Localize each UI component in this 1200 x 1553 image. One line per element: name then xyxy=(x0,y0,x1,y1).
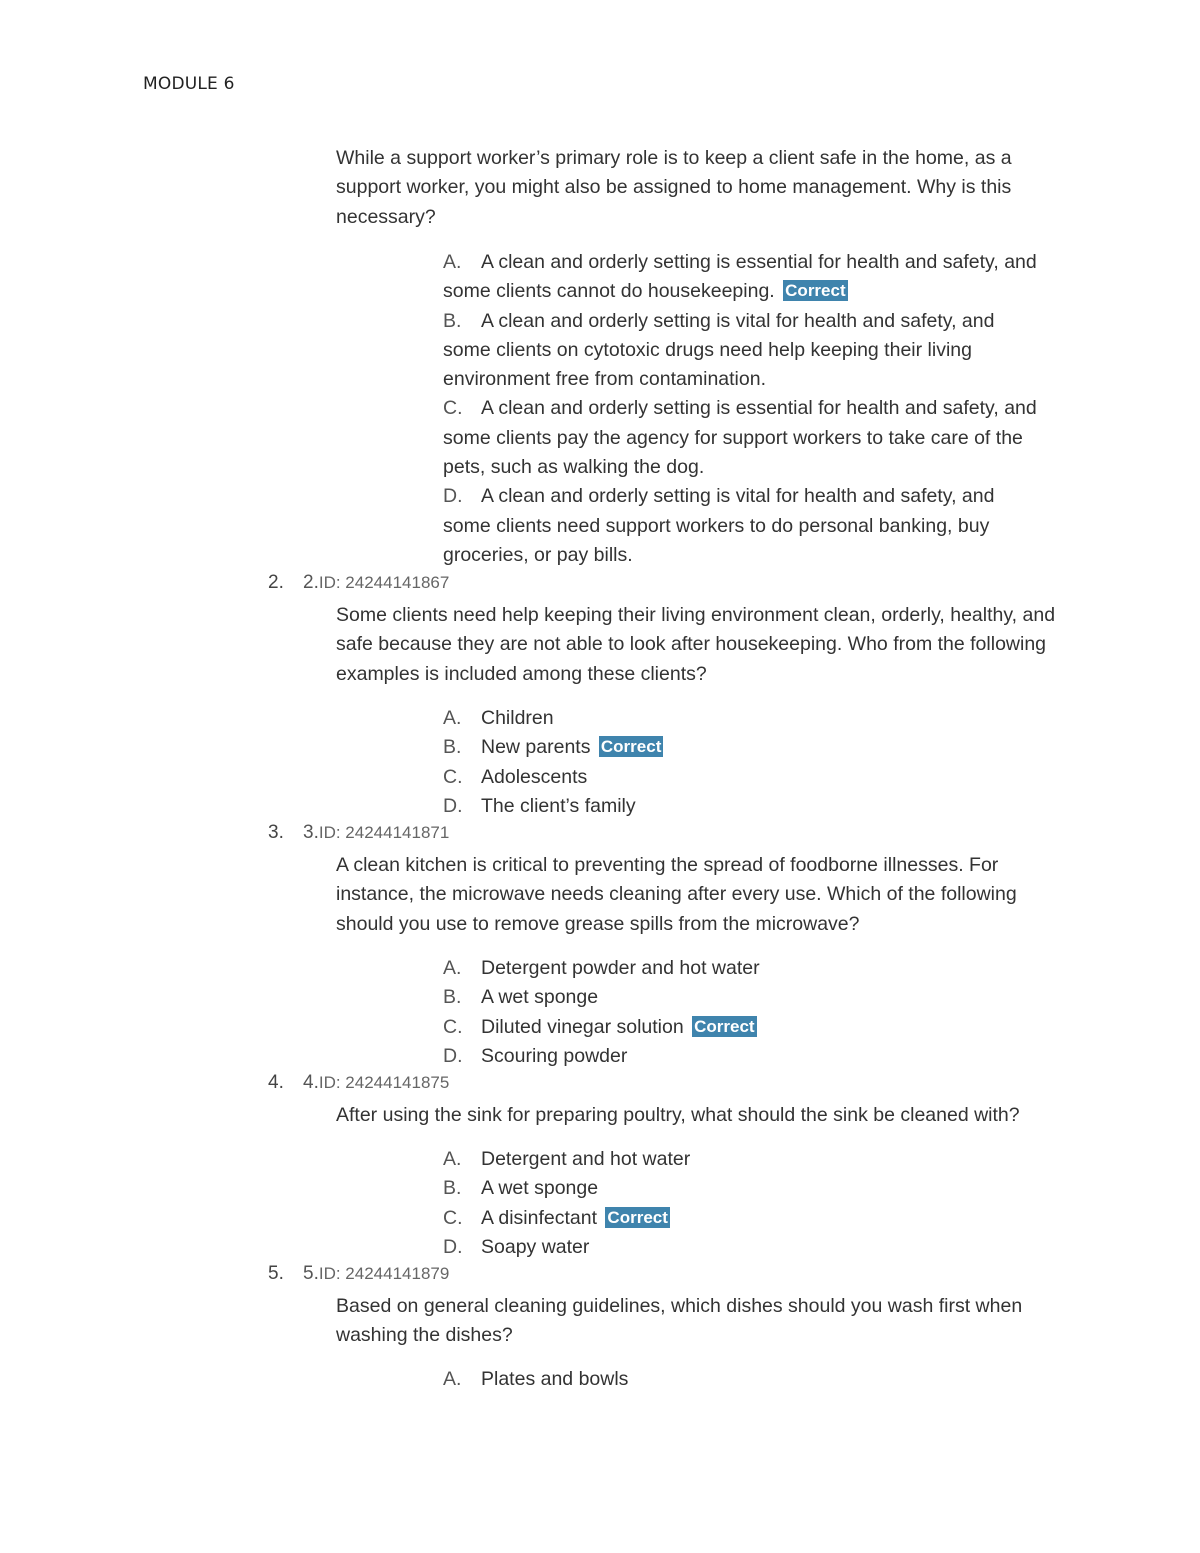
question-2-header xyxy=(268,572,449,594)
question-2-choice-b xyxy=(443,733,1043,762)
correct-badge: Correct xyxy=(785,281,846,301)
choice-letter: C. xyxy=(443,1015,463,1038)
question-3-label xyxy=(303,822,449,843)
question-3-choice-d xyxy=(443,1042,1043,1071)
choice-letter: A. xyxy=(443,1148,462,1170)
choice-text: A clean and orderly setting is essential for health and safety, and some clients cannot do housekeeping. xyxy=(443,251,1037,303)
question-3-header xyxy=(268,822,449,844)
choice-letter: C. xyxy=(443,765,463,788)
choice-text: Detergent powder and hot water xyxy=(481,957,760,979)
question-3-text: A clean kitchen is critical to preventing the spread of foodborne illnesses. For instance, the microwave needs cleaning after every use. Which of the following should you use to remove grease spills from the microwave? xyxy=(336,854,1017,935)
choice-text: Adolescents xyxy=(481,765,588,788)
question-4-label-num: 4. xyxy=(303,1072,319,1093)
question-1-choice-a xyxy=(443,248,1043,307)
choice-text: New parents xyxy=(481,736,591,759)
question-1-text: While a support worker’s primary role is to keep a client safe in the home, as a support worker, you might also be assigned to home management. Why is this necessary? xyxy=(336,147,1012,228)
question-4-label xyxy=(303,1072,449,1093)
question-2-text: Some clients need help keeping their living environment clean, orderly, healthy, and safe because they are not able to look after housekeeping. Who from the following examples is included among these clients? xyxy=(336,604,1056,685)
module-title: MODULE 6 xyxy=(143,74,235,94)
question-4-number: 4. xyxy=(268,1072,284,1093)
choice-text: Detergent and hot water xyxy=(481,1148,691,1170)
choice-text: Children xyxy=(481,707,554,729)
choice-letter: D. xyxy=(443,485,463,508)
question-4-choices xyxy=(443,1145,1043,1262)
choice-letter: D. xyxy=(443,794,463,817)
question-5-id: ID: 24244141879 xyxy=(318,1264,450,1283)
choice-letter: B. xyxy=(443,986,462,1009)
choice-letter: A. xyxy=(443,1368,462,1390)
question-1-choice-d xyxy=(443,482,1043,570)
choice-text: Plates and bowls xyxy=(481,1368,629,1390)
correct-badge: Correct xyxy=(607,1207,668,1227)
choice-letter: D. xyxy=(443,1044,463,1067)
choice-letter: B. xyxy=(443,736,462,759)
question-4-header xyxy=(268,1072,449,1094)
choice-text: A clean and orderly setting is vital for health and safety, and some clients on cytotoxic drugs need help keeping their living environment free from contamination. xyxy=(443,309,995,391)
choice-letter: B. xyxy=(443,1177,462,1200)
question-2-id: ID: 24244141867 xyxy=(318,573,450,592)
choice-letter: D. xyxy=(443,1235,463,1258)
question-2-label-num: 2. xyxy=(303,572,319,593)
choice-text: The client’s family xyxy=(481,794,636,817)
question-5-choices xyxy=(443,1365,1043,1394)
question-5-number: 5. xyxy=(268,1263,284,1284)
choice-letter: A. xyxy=(443,251,462,273)
correct-badge: Correct xyxy=(694,1016,755,1036)
question-2-choice-a xyxy=(443,704,1043,733)
choice-letter: A. xyxy=(443,957,462,979)
question-3-choice-b xyxy=(443,983,1043,1012)
choice-text: A clean and orderly setting is essential for health and safety, and some clients pay the agency for support workers to take care of the pets, such as walking the dog. xyxy=(443,397,1037,479)
choice-letter: C. xyxy=(443,1206,463,1229)
question-1-choice-b xyxy=(443,307,1043,395)
question-5-header xyxy=(268,1263,449,1285)
question-4-id: ID: 24244141875 xyxy=(318,1073,450,1092)
question-4-choice-c xyxy=(443,1204,1043,1233)
choice-text: A wet sponge xyxy=(481,986,599,1009)
question-4-choice-b xyxy=(443,1174,1043,1203)
question-2-choice-d xyxy=(443,792,1043,821)
question-4-choice-d xyxy=(443,1233,1043,1262)
question-2-choice-c xyxy=(443,763,1043,792)
choice-text: Diluted vinegar solution xyxy=(481,1015,684,1038)
choice-letter: A. xyxy=(443,707,462,729)
question-2-choices xyxy=(443,704,1043,821)
question-5-text: Based on general cleaning guidelines, which dishes should you wash first when washing the dishes? xyxy=(336,1295,1023,1347)
question-3-label-num: 3. xyxy=(303,822,319,843)
question-4-text: After using the sink for preparing poultry, what should the sink be cleaned with? xyxy=(336,1104,1020,1126)
question-2-label xyxy=(303,572,449,593)
question-5-choice-a xyxy=(443,1365,1043,1394)
choice-text: Scouring powder xyxy=(481,1044,628,1067)
question-5-label-num: 5. xyxy=(303,1263,319,1284)
question-5-label xyxy=(303,1263,449,1284)
question-3-choices xyxy=(443,954,1043,1071)
question-3-choice-a xyxy=(443,954,1043,983)
question-2-number: 2. xyxy=(268,572,284,593)
question-1-choices xyxy=(443,248,1043,570)
choice-letter: C. xyxy=(443,397,463,420)
question-1-choice-c xyxy=(443,394,1043,482)
question-3-number: 3. xyxy=(268,822,284,843)
question-3-id: ID: 24244141871 xyxy=(318,823,450,842)
question-4-choice-a xyxy=(443,1145,1043,1174)
question-3-choice-c xyxy=(443,1013,1043,1042)
choice-text: A clean and orderly setting is vital for health and safety, and some clients need support workers to do personal banking, buy groceries, or pay bills. xyxy=(443,485,995,566)
choice-text: A wet sponge xyxy=(481,1177,599,1200)
correct-badge: Correct xyxy=(600,737,662,757)
choice-text: A disinfectant xyxy=(481,1206,597,1229)
choice-letter: B. xyxy=(443,309,462,332)
choice-text: Soapy water xyxy=(481,1235,590,1258)
